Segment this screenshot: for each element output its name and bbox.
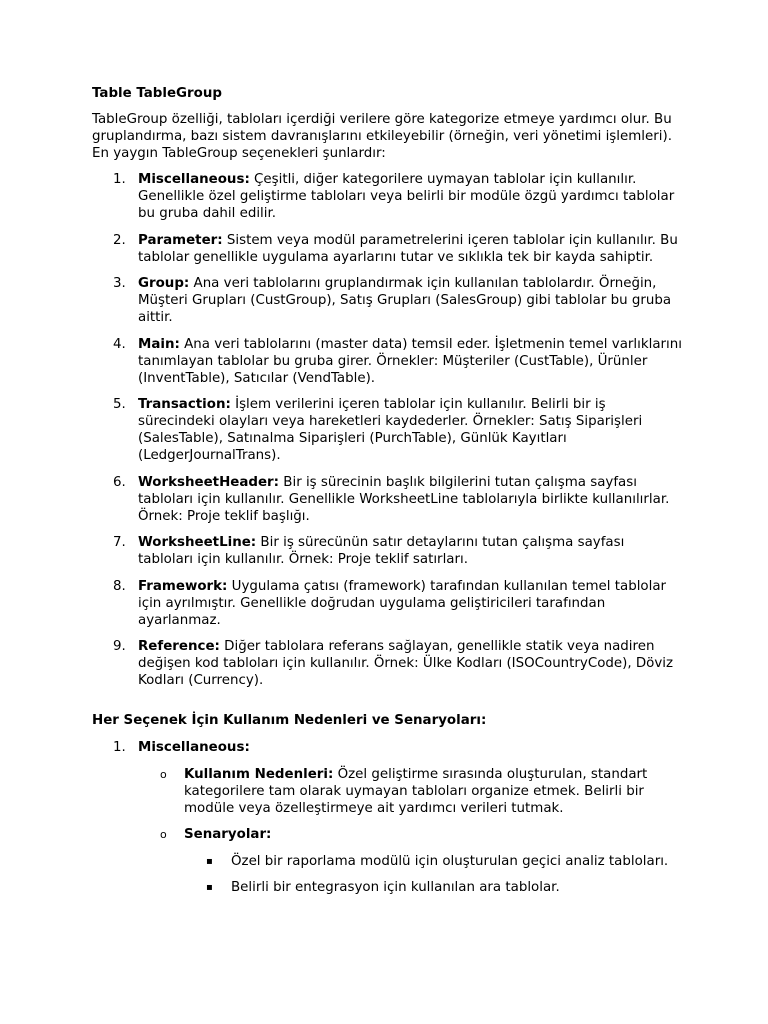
option-term: Main: xyxy=(138,336,180,352)
option-number: 1. xyxy=(113,172,126,187)
option-item xyxy=(0,638,683,689)
option-number: 9. xyxy=(113,639,126,654)
scenario-text: Özel bir raporlama modülü için oluşturulan geçici analiz tabloları. xyxy=(231,854,669,869)
document-title: Table TableGroup xyxy=(92,86,222,101)
option-item xyxy=(0,578,683,629)
scenario-item xyxy=(0,879,681,896)
option-term: WorksheetLine: xyxy=(138,535,257,550)
square-bullet-icon: ▪ xyxy=(206,856,213,867)
option-number: 4. xyxy=(113,336,126,352)
option-item xyxy=(0,534,683,568)
option-item xyxy=(0,396,683,464)
option-description: Ana veri tablolarını gruplandırmak için kullanılan tablolardır. Örneğin, Müşteri Grupları (CustGroup), Satış Grupları (SalesGroup) gibi tablolar bu gruba aittir. xyxy=(138,276,672,325)
section-heading: Her Seçenek İçin Kullanım Nedenleri ve Senaryoları: xyxy=(92,713,487,728)
scenarios-item xyxy=(0,826,680,843)
option-term: Reference: xyxy=(138,639,220,654)
option-description: Bir iş sürecünün satır detaylarını tutan çalışma sayfası tabloları için kullanılır. Örnek: Proje teklif satırları. xyxy=(138,535,625,567)
reasons-label: Kullanım Nedenleri: xyxy=(184,767,334,782)
usage-item xyxy=(0,739,768,756)
option-description: Uygulama çatısı (framework) tarafından kullanılan temel tablolar için ayrılmıştır. Genellikle doğrudan uygulama geliştiricileri tarafından ayarlanmaz. xyxy=(138,578,667,628)
option-description: Diğer tablolara referans sağlayan, genellikle statik veya nadiren değişen kod tabloları için kullanılır. Örnek: Ülke Kodları (ISOCountryCode), Döviz Kodları (Currency). xyxy=(138,639,674,688)
intro-paragraph xyxy=(92,111,682,162)
usage-term: Miscellaneous: xyxy=(138,740,250,755)
square-bullet-icon: ▪ xyxy=(206,882,213,893)
reasons-item xyxy=(0,766,680,817)
option-number: 7. xyxy=(113,535,126,550)
option-number: 8. xyxy=(113,578,126,594)
option-item xyxy=(0,336,683,387)
usage-section xyxy=(0,739,768,896)
option-description: Bir iş sürecinin başlık bilgilerini tutan çalışma sayfası tabloları için kullanılır. Genellikle WorksheetLine tablolarıyla birlikte kullanılırlar. Örnek: Proje teklif başlığı. xyxy=(138,474,670,524)
option-term: Miscellaneous: xyxy=(138,172,250,187)
option-number: 2. xyxy=(113,232,126,248)
tablegroup-options-list xyxy=(0,171,683,699)
scenarios-label: Senaryolar: xyxy=(184,827,272,842)
option-number: 3. xyxy=(113,276,126,291)
option-term: Transaction: xyxy=(138,397,231,412)
option-item xyxy=(0,232,683,266)
reasons-text: Özel geliştirme sırasında oluşturulan, standart kategorilere tam olarak uymayan tabloları organize etmek. Belirli bir modüle veya özelleştirmeye ait yardımcı verileri tutmak. xyxy=(184,767,648,816)
option-description: Ana veri tablolarını (master data) temsil eder. İşletmenin temel varlıklarını tanımlayan tablolar bu gruba girer. Örnekler: Müşteriler (CustTable), Ürünler (InventTable), Satıcılar (VendTable). xyxy=(138,336,682,386)
scenario-text: Belirli bir entegrasyon için kullanılan ara tablolar. xyxy=(231,880,560,895)
option-description: Sistem veya modül parametrelerini içeren tablolar için kullanılır. Bu tablolar genellikle uygulama ayarlarını tutar ve sıklıkla tek bir kayda sahiptir. xyxy=(138,232,678,265)
option-term: Group: xyxy=(138,276,190,291)
option-item xyxy=(0,171,683,222)
option-term: Parameter: xyxy=(138,232,223,248)
option-term: WorksheetHeader: xyxy=(138,474,280,490)
intro-text: TableGroup özelliği, tabloları içerdiği verilere göre kategorize etmeye yardımcı olur. Bu gruplandırma, bazı sistem davranışlarını etkileyebilir (örneğin, veri yönetimi işlemleri). En yaygın TableGroup seçenekleri şunlardır: xyxy=(92,112,672,161)
circle-bullet-icon: o xyxy=(160,828,167,841)
option-description: Çeşitli, diğer kategorilere uymayan tablolar için kullanılır. Genellikle özel geliştirme tabloları veya belirli bir modüle özgü yardımcı tablolar bu gruba dahil edilir. xyxy=(138,172,675,221)
option-number: 5. xyxy=(113,397,126,412)
scenario-item xyxy=(0,853,681,870)
option-item xyxy=(0,474,683,525)
circle-bullet-icon: o xyxy=(160,768,167,781)
option-description: İşlem verilerini içeren tablolar için kullanılır. Belirli bir iş sürecindeki olayları veya hareketleri kaydederler. Örnekler: Satış Siparişleri (SalesTable), Satınalma Siparişleri (PurchTable), Günlük Kayıtları (LedgerJournalTrans). xyxy=(138,397,643,463)
option-item xyxy=(0,275,683,326)
usage-number: 1. xyxy=(113,740,126,755)
option-term: Framework: xyxy=(138,578,228,594)
option-number: 6. xyxy=(113,474,126,490)
